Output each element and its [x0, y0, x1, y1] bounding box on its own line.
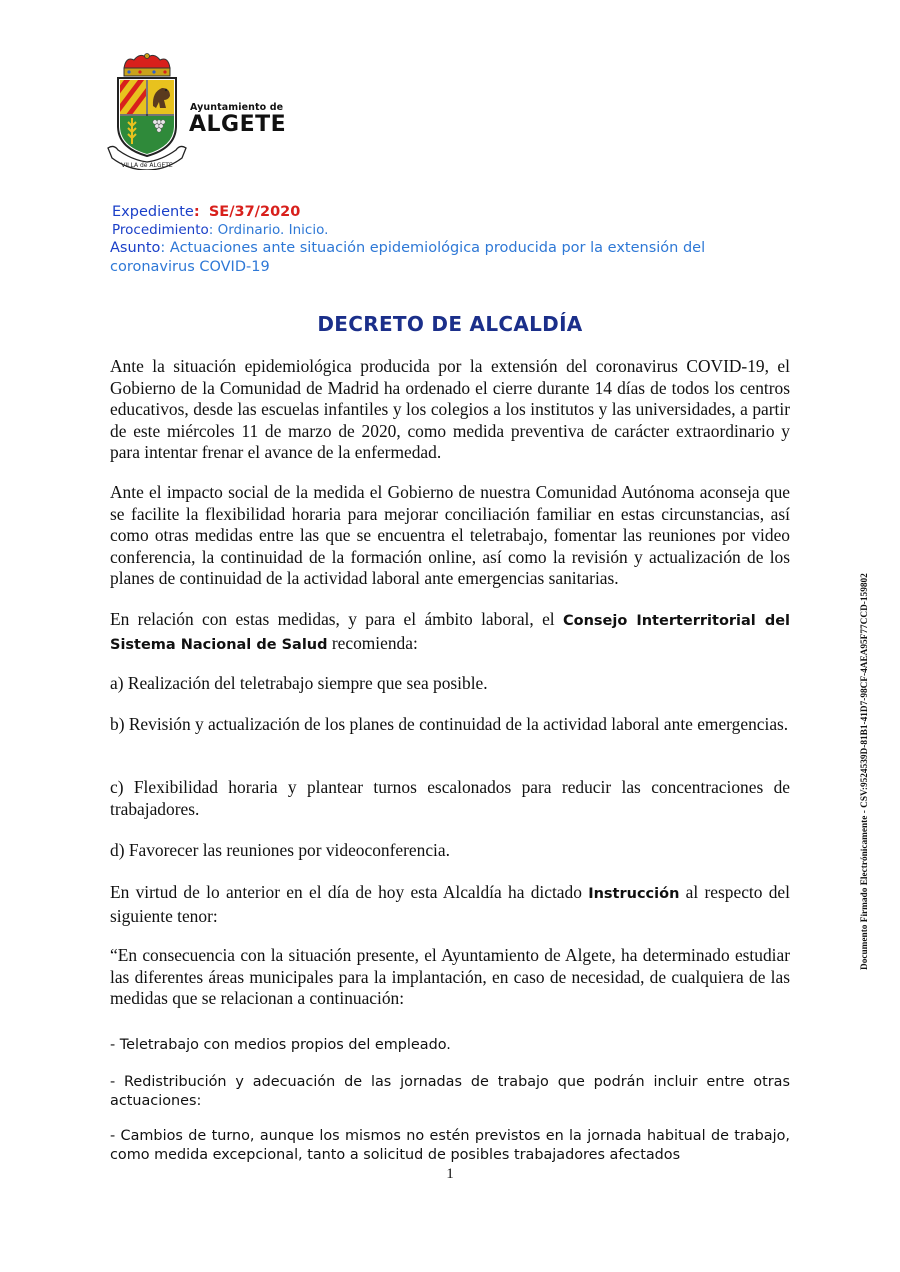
list-item-a: a) Realización del teletrabajo siempre que sea posible. [110, 673, 488, 693]
instruccion-word: Instrucción [588, 886, 680, 902]
list-item-d: d) Favorecer las reuniones por videoconferencia. [110, 840, 450, 860]
expediente-label: Expediente [112, 204, 194, 220]
page-number: 1 [446, 1166, 454, 1182]
asunto-value: : Actuaciones ante situación epidemiológica producida por la extensión del coronavirus COVID-19 [110, 240, 706, 275]
paragraph-consequence: “En consecuencia con la situación presente, el Ayuntamiento de Algete, ha determinado estudiar las diferentes áreas municipales para la implantación, en caso de necesidad, de cualquiera de las medidas que se relacionan a continuación: [110, 945, 790, 1008]
paragraph-recommendations-pre: En relación con estas medidas, y para el ámbito laboral, el [110, 609, 563, 629]
paragraph-recommendations-post: recomienda: [327, 632, 418, 653]
logo-caption-small: Ayuntamiento de [190, 102, 284, 113]
paragraph-instruction [110, 882, 790, 927]
document-title: DECRETO DE ALCALDÍA [317, 312, 583, 336]
procedimiento-label: Procedimiento [112, 222, 209, 238]
logo-caption-big: ALGETE [189, 112, 287, 137]
procedimiento-value: : Ordinario. Inicio. [208, 222, 329, 238]
expediente-number: SE/37/2020 [208, 204, 301, 220]
paragraph-instruction-post: al respecto del siguiente tenor: [110, 882, 790, 926]
paragraph-intro: Ante la situación epidemiológica producida por la extensión del coronavirus COVID-19, el Gobierno de la Comunidad de Madrid ha ordenado el cierre durante 14 días de todos los centros educativos, desde las escuelas infantiles y los colegios a los institutos y las universidades, a partir de este miércoles 11 de marzo de 2020, como medida preventiva de carácter extraordinario y para intentar frenar el avance de la enfermedad. [110, 356, 790, 462]
asunto-label: Asunto [110, 240, 161, 256]
dash-item-teletrabajo: - Teletrabajo con medios propios del empleado. [110, 1037, 451, 1053]
seal-text: VILLA de ALGETE [121, 162, 173, 169]
shield-icon [106, 64, 176, 156]
paragraph-recommendations [110, 609, 790, 656]
dash-item-cambios-turno: - Cambios de turno, aunque los mismos no estén previstos en la jornada habitual de trabajo, como medida excepcional, tanto a solicitud de posibles trabajadores afectados [110, 1128, 790, 1163]
paragraph-instruction-pre: En virtud de lo anterior en el día de hoy esta Alcaldía ha dictado [110, 882, 589, 902]
dash-item-redistribucion: - Redistribución y adecuación de las jornadas de trabajo que podrán incluir entre otras actuaciones: [110, 1074, 790, 1109]
expediente-line [112, 204, 300, 220]
list-item-c: c) Flexibilidad horaria y plantear turnos escalonados para reducir las concentraciones de trabajadores. [110, 777, 790, 819]
list-item-b: b) Revisión y actualización de los planes de continuidad de la actividad laboral ante emergencias. [110, 714, 789, 734]
electronic-signature-stamp: Documento Firmado Electrónicamente - CSV:9524539D-81B1-41D7-98CF-4AEA95F77CCD-159802 [860, 573, 870, 970]
expediente-colon: : [193, 204, 200, 220]
paragraph-impact: Ante el impacto social de la medida el Gobierno de nuestra Comunidad Autónoma aconseja que se facilite la flexibilidad horaria para mejorar conciliación familiar en estas circunstancias, así como otras medidas entre las que se encuentra el teletrabajo, fomentar las reuniones por video conferencia, la continuidad de la formación online, así como la revisión y actualización de los planes de continuidad de la actividad laboral ante emergencias sanitarias. [110, 482, 790, 588]
consejo-name: Consejo Interterritorial del Sistema Nacional de Salud [110, 613, 791, 653]
procedimiento-line [112, 222, 328, 238]
crown-icon [124, 54, 170, 77]
asunto-line [110, 239, 750, 277]
